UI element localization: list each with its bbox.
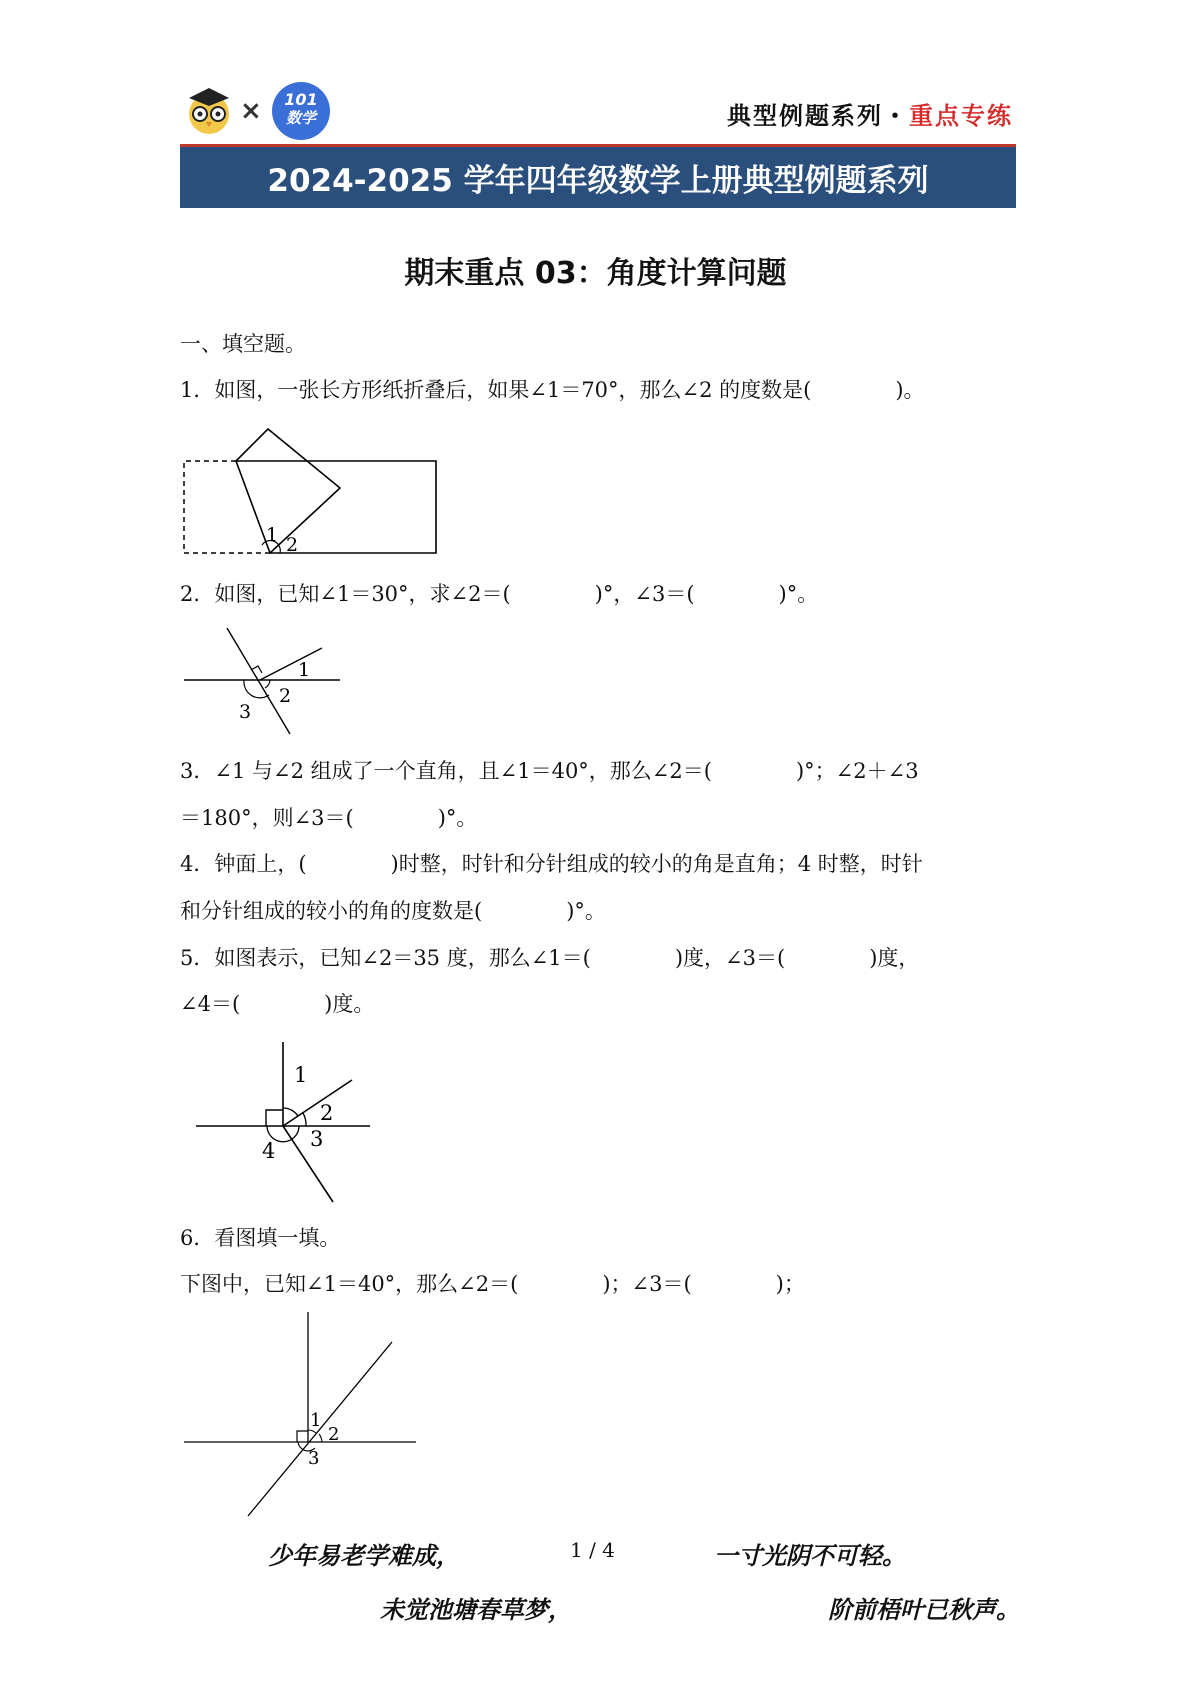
series-label-black: 典型例题系列・ [727, 101, 909, 130]
question-5-line-2: ∠4＝( )度。 [180, 992, 375, 1016]
figure-intersecting-lines-2 [180, 620, 350, 744]
question-1: 1．如图，一张长方形纸折叠后，如果∠1＝70°，那么∠2 的度数是( )。 [180, 378, 925, 402]
fig5-label-4: 4 [262, 1139, 276, 1163]
fig6-label-2: 2 [328, 1424, 340, 1445]
title-banner: 2024-2025 学年四年级数学上册典型例题系列 [180, 147, 1016, 208]
question-5-line-1: 5．如图表示，已知∠2＝35 度，那么∠1＝( )度，∠3＝( )度， [180, 946, 920, 970]
figure-intersecting-lines-6 [180, 1310, 420, 1524]
fig6-label-1: 1 [310, 1410, 322, 1431]
footer-poem-left-1: 少年易老学难成， [268, 1541, 460, 1570]
fig1-label-1: 1 [266, 524, 279, 546]
footer-poem-left-2: 未觉池塘春草梦， [380, 1595, 572, 1624]
footer-poem-right-2: 阶前梧叶已秋声。 [828, 1595, 1020, 1624]
figure-folded-rectangle [180, 425, 440, 564]
footer-poem-right-1: 一寸光阴不可轻。 [714, 1541, 906, 1570]
logo-101-text: 101 [284, 90, 318, 109]
question-6-line-1: 6．看图填一填。 [180, 1226, 341, 1250]
fig2-label-3: 3 [239, 701, 252, 723]
fig2-label-2: 2 [279, 685, 292, 707]
fig5-label-1: 1 [294, 1063, 308, 1087]
fig5-label-3: 3 [310, 1127, 324, 1151]
fig6-label-3: 3 [308, 1448, 320, 1469]
fig5-label-2: 2 [320, 1101, 334, 1125]
page-number: 1 / 4 [570, 1538, 615, 1562]
times-sign: × [240, 96, 262, 126]
question-4-line-2: 和分针组成的较小的角的度数是( )°。 [180, 899, 606, 923]
question-3-line-2: ＝180°，则∠3＝( )°。 [180, 806, 478, 830]
logo-101-subtext: 数学 [285, 109, 316, 127]
question-2: 2．如图，已知∠1＝30°，求∠2＝( )°，∠3＝( )°。 [180, 582, 819, 606]
question-4-line-1: 4．钟面上，( )时整，时针和分针组成的较小的角是直角；4 时整，时针 [180, 852, 923, 876]
series-label-red: 重点专练 [909, 101, 1013, 130]
owl-logo-icon [184, 84, 234, 136]
question-3-line-1: 3．∠1 与∠2 组成了一个直角，且∠1＝40°，那么∠2＝( )°；∠2＋∠3 [180, 759, 919, 783]
question-6-line-2: 下图中，已知∠1＝40°，那么∠2＝( )；∠3＝( )； [180, 1272, 805, 1296]
fig2-label-1: 1 [298, 659, 311, 681]
page-title: 期末重点 03：角度计算问题 [404, 256, 787, 291]
logo-101-icon [272, 82, 330, 140]
fig1-label-2: 2 [286, 534, 299, 556]
figure-intersecting-lines-5 [190, 1040, 380, 1209]
section-heading: 一、填空题。 [180, 332, 306, 356]
series-label [727, 96, 1013, 131]
